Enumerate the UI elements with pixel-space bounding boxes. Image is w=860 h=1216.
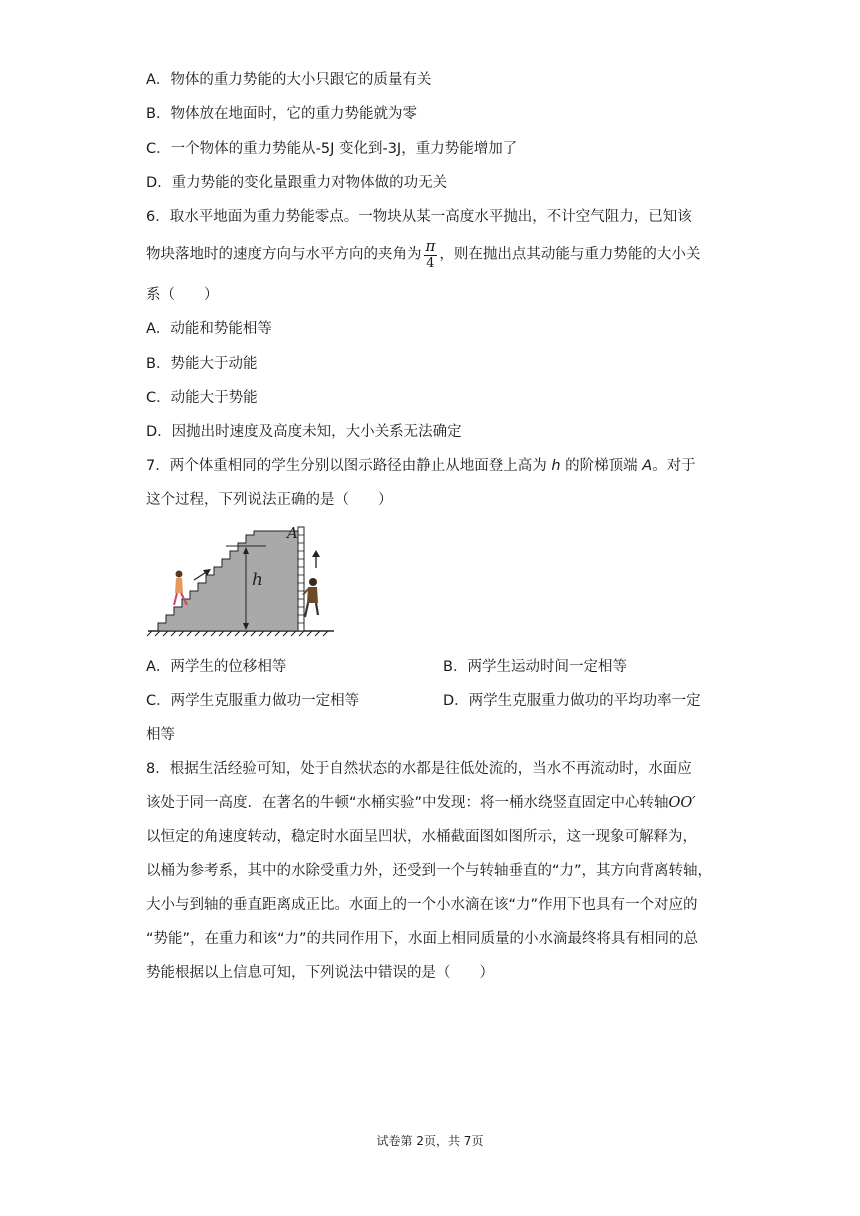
q7-stem-line2: 这个过程，下列说法正确的是（ ） bbox=[146, 492, 393, 508]
q6-option-a: A．动能和势能相等 bbox=[146, 321, 272, 337]
q6-stem-line2-before: 物块落地时的速度方向与水平方向的夹角为 bbox=[146, 246, 422, 263]
q7-option-b: B．两学生运动时间一定相等 bbox=[443, 659, 627, 675]
fraction-denominator: 4 bbox=[426, 256, 435, 271]
figure-label-h: h bbox=[252, 570, 263, 590]
q8-stem-line4: 以桶为参考系，其中的水除受重力外，还受到一个与转轴垂直的“力”，其方向背离转轴， bbox=[146, 863, 713, 879]
q7-option-d-continued: 相等 bbox=[146, 727, 175, 743]
q5-option-c: C．一个物体的重力势能从-5J 变化到-3J，重力势能增加了 bbox=[146, 141, 518, 157]
q8-axis-var: OO′ bbox=[668, 795, 696, 811]
q5-option-d: D．重力势能的变化量跟重力对物体做的功无关 bbox=[146, 175, 448, 191]
q7-stem-part3: 。对于 bbox=[652, 458, 696, 474]
vertical-ladder bbox=[298, 527, 304, 631]
q8-stem-line3: 以恒定的角速度转动，稳定时水面呈凹状，水桶截面图如图所示，这一现象可解释为， bbox=[146, 829, 697, 845]
q6-option-c: C．动能大于势能 bbox=[146, 390, 258, 406]
q7-stem-line1 bbox=[146, 456, 696, 476]
q6-stem-line2 bbox=[146, 237, 700, 277]
q6-stem-line2-after: ，则在抛出点其动能与重力势能的大小关 bbox=[439, 246, 701, 263]
q7-var-h: h bbox=[551, 458, 561, 474]
fraction-pi-over-4 bbox=[424, 237, 438, 272]
fraction-numerator: π bbox=[425, 237, 436, 255]
q5-option-b: B．物体放在地面时，它的重力势能就为零 bbox=[146, 106, 417, 122]
q6-option-d: D．因抛出时速度及高度未知，大小关系无法确定 bbox=[146, 424, 462, 440]
q8-stem-line1: 8．根据生活经验可知，处于自然状态的水都是往低处流的，当水不再流动时，水面应 bbox=[146, 761, 692, 777]
q6-stem-line1: 6．取水平地面为重力势能零点。一物块从某一高度水平抛出，不计空气阻力，已知该 bbox=[146, 209, 692, 225]
q7-option-d: D．两学生克服重力做功的平均功率一定 bbox=[443, 693, 701, 709]
q7-stem-part2: 的阶梯顶端 bbox=[560, 458, 643, 474]
q6-stem-line3: 系（ ） bbox=[146, 287, 219, 303]
q8-stem-line7: 势能根据以上信息可知，下列说法中错误的是（ ） bbox=[146, 965, 494, 981]
page-footer: 试卷第 2页，共 7页 bbox=[376, 1134, 484, 1148]
figure-label-a: A bbox=[287, 524, 298, 542]
student-on-stairs bbox=[174, 571, 187, 606]
q8-stem-line2 bbox=[146, 793, 696, 813]
q7-option-c: C．两学生克服重力做功一定相等 bbox=[146, 693, 360, 709]
q8-stem-line5: 大小与到轴的垂直距离成正比。水面上的一个小水滴在该“力”作用下也具有一个对应的 bbox=[146, 897, 698, 913]
student-on-ladder bbox=[303, 578, 318, 617]
up-arrow-head bbox=[312, 550, 320, 557]
q5-option-a: A．物体的重力势能的大小只跟它的质量有关 bbox=[146, 72, 432, 88]
q7-var-a: A bbox=[642, 458, 653, 474]
q7-option-a: A．两学生的位移相等 bbox=[146, 659, 287, 675]
q8-stem-line6: “势能”，在重力和该“力”的共同作用下，水面上相同质量的小水滴最终将具有相同的总 bbox=[146, 931, 699, 947]
q7-stem-part1: 7．两个体重相同的学生分别以图示路径由静止从地面登上高为 bbox=[146, 458, 552, 474]
q8-stem-line2-text: 该处于同一高度．在著名的牛顿“水桶实验”中发现：将一桶水绕竖直固定中心转轴 bbox=[146, 795, 669, 811]
q6-option-b: B．势能大于动能 bbox=[146, 356, 258, 372]
staircase-figure bbox=[146, 523, 336, 642]
